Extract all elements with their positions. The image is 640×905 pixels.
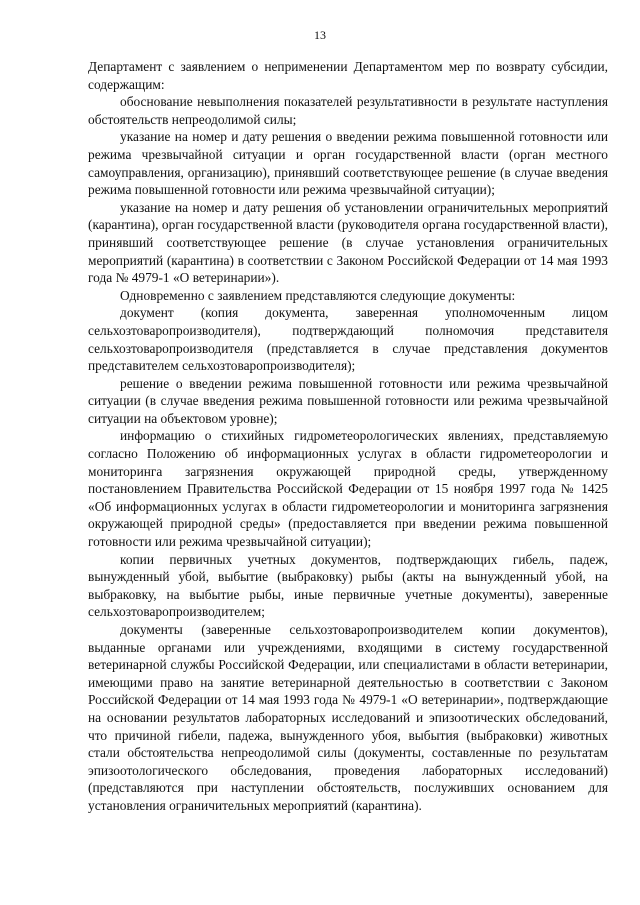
paragraph-documents-intro: Одновременно с заявлением представляются следующие документы: (120, 287, 516, 303)
paragraph-accounting-documents: копии первичных учетных документов, подтверждающих гибель, падеж, вынужденный убой, выбытие (выбраковку) рыбы (акты на вынужденный убой, на выбраковку, на выбытие рыбы, иные первичные учетные документы), заверенные сельхозтоваропроизводителем; (88, 551, 608, 620)
document-body (88, 58, 608, 815)
paragraph-veterinary-documents: документы (заверенные сельхозтоваропроизводителем копии документов), выданные органами или учреждениями, входящими в систему государственной ветеринарной службы Российской Федерации, или специалистами в области ветеринарии, имеющими право на занятие ветеринарной деятельностью в соответствии с Законом Российской Федерации от 14 мая 1993 года № 4979-1 «О ветеринарии», подтверждающие на основании результатов лабораторных исследований и эпизоотических обследований, что причиной гибели, падежа, вынужденного убоя, выбытия (выбраковки) животных стали обстоятельства непреодолимой силы (документы, составленные по результатам эпизоотологического обследования, проведения лабораторных исследований) (представляются при наступлении обстоятельств, послуживших основанием для установления ограничительных мероприятий (карантина). (88, 622, 608, 813)
paragraph-justification: обоснование невыполнения показателей результативности в результате наступления обстоятельств непреодолимой силы; (88, 94, 608, 127)
paragraph-department-statement: Департамент с заявлением о неприменении Департаментом мер по возврату субсидии, содержащим: (88, 59, 608, 92)
paragraph-quarantine-decision: указание на номер и дату решения об установлении ограничительных мероприятий (карантина), орган государственной власти (руководителя органа государственной власти), принявший соответствующее решение (в случае установления ограничительных мероприятий (карантина) в соответствии с Законом Российской Федерации от 14 мая 1993 года № 4979-1 «О ветеринарии»). (88, 199, 608, 286)
page-number: 13 (314, 28, 326, 42)
paragraph-authority-document: документ (копия документа, заверенная уполномоченным лицом сельхозтоваропроизводителя), подтверждающий полномочия представителя сельхозтоваропроизводителя (представляется в случае представления документов представителем сельхозтоваропроизводителя); (88, 305, 608, 374)
paragraph-emergency-regime-decision: решение о введении режима повышенной готовности или режима чрезвычайной ситуации (в случае введения режима повышенной готовности или режима чрезвычайной ситуации на объектовом уровне); (88, 375, 608, 426)
paragraph-emergency-decision: указание на номер и дату решения о введении режима повышенной готовности или режима чрезвычайной ситуации и орган государственной власти (орган местного самоуправления, организацию), принявший соответствующее решение (в случае введения режима повышенной готовности или режима чрезвычайной ситуации); (88, 129, 608, 198)
paragraph-hydrometeorological-info: информацию о стихийных гидрометеорологических явлениях, представляемую согласно Положению об информационных услугах в области гидрометеорологии и мониторинга загрязнения окружающей природной среды, утвержденному постановлением Правительства Российской Федерации от 15 ноября 1997 года № 1425 «Об информационных услугах в области гидрометеорологии и мониторинга загрязнения окружающей природной среды» (предоставляется при введении режима повышенной готовности или режима чрезвычайной ситуации); (88, 428, 608, 550)
